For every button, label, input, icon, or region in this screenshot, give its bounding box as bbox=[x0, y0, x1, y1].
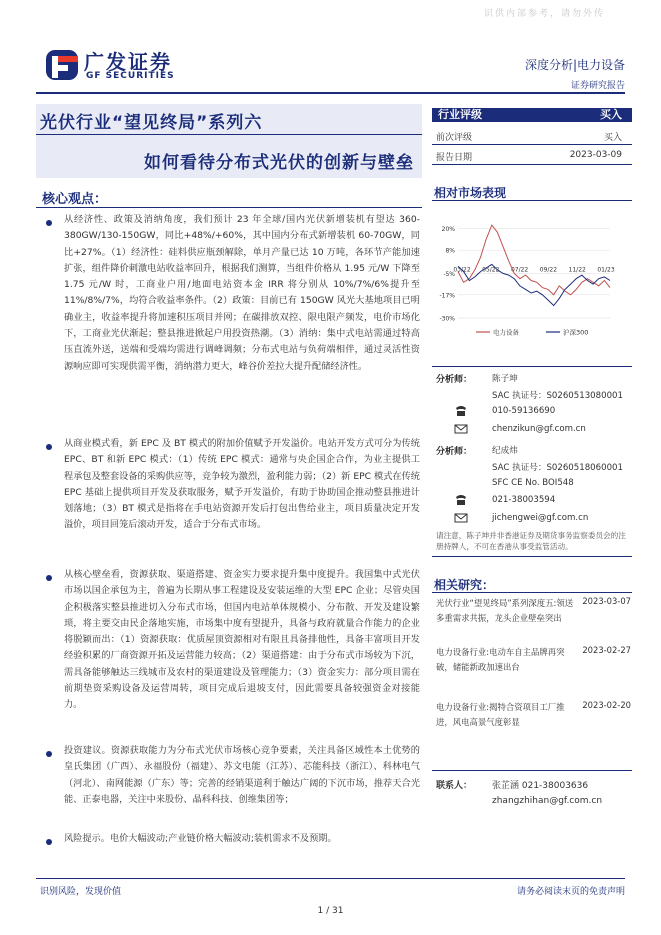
core-viewpoints-title: 核心观点： bbox=[42, 192, 108, 207]
phone-icon bbox=[454, 494, 468, 506]
related-item-1-date: 2023-03-07 bbox=[582, 596, 631, 606]
series-line-power-equipment bbox=[458, 225, 610, 295]
related-research-title: 相关研究： bbox=[434, 578, 495, 592]
legend-label: 电力设备 bbox=[493, 328, 519, 337]
bullet-icon bbox=[46, 839, 52, 845]
analyst-2-sac: SAC 执证号：S0260518060001 bbox=[492, 463, 623, 473]
related-item-3-date: 2023-02-20 bbox=[582, 700, 631, 710]
x-tick-label: 05/22 bbox=[482, 266, 500, 274]
x-tick-label: 01/23 bbox=[597, 266, 615, 274]
prev-rating-row bbox=[436, 130, 622, 143]
report-series-title: 光伏行业“望见终局”系列六 bbox=[40, 113, 263, 133]
analyst-1-sac: SAC 执证号：S0260513080001 bbox=[492, 391, 623, 401]
rating-divider bbox=[432, 144, 632, 145]
analyst-1-label: 分析师： bbox=[436, 375, 473, 385]
core-divider bbox=[36, 207, 422, 208]
related-item-1[interactable]: 光伏行业“望见终局”系列深度五:领送多重需求共振，龙头企业壁垒突出 bbox=[436, 598, 574, 623]
x-tick-label: 11/22 bbox=[568, 266, 586, 274]
y-tick-label: 20% bbox=[441, 226, 455, 234]
regulatory-note: 请注意，陈子坤并非香港证券及期货事务监察委员会的注册持牌人，不可在香港从事受监管活动。 bbox=[436, 531, 626, 551]
x-tick-label: 03/22 bbox=[453, 266, 471, 274]
related-item-2[interactable]: 电力设备行业:电动车自主品牌再突破，储能新政加速出台 bbox=[436, 647, 565, 672]
contact-label: 联系人： bbox=[436, 781, 473, 791]
gf-logo-icon bbox=[44, 48, 82, 82]
analyst-1-email[interactable]: chenzikun@gf.com.cn bbox=[492, 424, 586, 434]
email-icon bbox=[454, 512, 468, 524]
prev-rating-value: 买入 bbox=[603, 133, 622, 143]
analyst-1-name: 陈子坤 bbox=[492, 374, 518, 384]
analyst-1-phone: 010-59136690 bbox=[492, 406, 556, 416]
analyst-2-name: 纪成炜 bbox=[492, 446, 518, 456]
bullet-icon bbox=[46, 575, 52, 581]
note-divider bbox=[432, 556, 632, 557]
footer-disclaimer: 请务必阅读末页的免责声明 bbox=[516, 887, 625, 897]
report-category: 深度分析|电力设备 bbox=[524, 58, 625, 72]
analyst-2-phone: 021-38003594 bbox=[492, 495, 556, 505]
analyst-2-sfc: SFC CE No. BOI548 bbox=[492, 478, 574, 488]
rating-bar bbox=[432, 108, 632, 122]
bullet-icon bbox=[46, 220, 52, 226]
related-divider bbox=[432, 592, 632, 593]
brand-name-en: GF SECURITIES bbox=[86, 71, 175, 81]
title-band bbox=[36, 104, 422, 178]
header-divider bbox=[36, 92, 625, 94]
footer-divider bbox=[36, 878, 625, 879]
analyst-divider bbox=[432, 366, 632, 367]
performance-title: 相对市场表现 bbox=[434, 186, 507, 200]
x-tick-label: 09/22 bbox=[539, 266, 558, 274]
rating-label: 行业评级 bbox=[438, 108, 482, 121]
performance-divider bbox=[432, 200, 632, 201]
x-tick-label: 07/22 bbox=[510, 266, 529, 274]
report-date-row bbox=[436, 150, 622, 163]
core-paragraph-1: 从经济性、政策及消纳角度，我们预计 23 年全球/国内光伏新增装机有望达 360-380GW/130-150GW，同比+48%/+60%，其中国内分布式新增装机 60-70GW，同比+27%。（1）经济性：硅料供应瓶颈解除，单月产量已达 10 万吨，各环节产能加速扩张，组件降价刺激电站收益率回升，根据我们测算，当组件价格从 1.95 元/W 下降至 1.75 元/W 时，工商业户用/地面电站资本金 IRR 将分别从 10%/7%/6%提升至 11%/8%/7%，均符合收益率条件。（2）政策：目前已有 150GW 风光大基地项目已明确业主，收益率提升将加速积压项目并网；在碳排放双控、限电限产频发，电价市场化下，工商业光伏渐起；整县推进掀起户用投资热潮。（3）消纳：集中式电站需通过特高压直流外送，送端和受端均需进行调峰调频；分布式电站与负荷端相伴，通过灵活性资源响应即可实现供需平衡，消纳潜力更大，峰谷价差拉大提升配储经济性。 bbox=[64, 214, 420, 372]
bullet-icon bbox=[46, 444, 52, 450]
y-tick-label: -30% bbox=[439, 315, 455, 323]
analyst-2-email[interactable]: jichengwei@gf.com.cn bbox=[492, 513, 589, 523]
series-line-csi300 bbox=[458, 264, 610, 305]
core-paragraph-2: 从商业模式看，新 EPC 及 BT 模式的附加价值赋予开发溢价。电站开发方式可分为传统 EPC、BT 和新 EPC 模式：（1）传统 EPC 模式：通常与央企国企合作，为业主提供工程承包及整套设备的采购供应等，竞争较为激烈，盈利能力弱；（2）新 EPC 模式在传统 EPC 基础上提供项目开发及获取服务，赋予开发溢价，有助于协助国企推动整县推进计划落地；（3）BT 模式是指将在手电站资源开发后打包出售给业主，项目质量决定开发溢价，项目回笼后滚动开发，适合于分布式市场。 bbox=[64, 438, 420, 531]
analyst-2-label: 分析师： bbox=[436, 447, 473, 457]
page-number: 1 / 31 bbox=[317, 906, 344, 916]
rating-value: 买入 bbox=[600, 108, 622, 121]
contact-divider bbox=[432, 770, 632, 771]
watermark: 识供内部参考，请勿外传 bbox=[483, 9, 605, 19]
related-item-3[interactable]: 电力设备行业:揭特合资项目工厂推进，风电高景气度彰显 bbox=[436, 702, 565, 727]
core-paragraph-3: 从核心壁垒看，资源获取、渠道搭建、资金实力要求提升集中度提升。我国集中式光伏市场以国企承包为主，普遍为长期从事工程建设及安装运维的大型 EPC 企业；尽管央国企积极落实整县推进切入分布式市场，但国内电站单体规模小、分布散、开发及建设繁琐，将主要交由民企落地实施，市场集中度有望提升，具备与政府就量合作能力的企业将脱颖而出：（1）资源获取：优质屋顶资源相对有限且具备排他性，具备丰富项目开发经验积累的厂商资源开拓及运营能力较高；（2）渠道搭建：由于分布式市场较为下沉，需具备能够触达三线城市及农村的渠道建设及管理能力；（3）资金实力：部分项目需在前期垫资采购设备及运营周转，项目完成后退坡支付，因此需要具备较强资金对接能力。 bbox=[64, 569, 420, 711]
legend-label: 沪深300 bbox=[563, 328, 589, 337]
report-type: 证券研究报告 bbox=[570, 81, 625, 91]
core-paragraph-4: 投资建议。资源获取能力为分布式光伏市场核心竞争要素，关注具备区域性本土优势的皇氏集团（广西）、永福股份（福建）、苏文电能（江苏）、芯能科技（浙江）、科林电气（河北）、南网能源（广东）等；完善的经销渠道利于触达广阔的下沉市场，推荐天合光能、正泰电器，关注中来股份、晶科科技、创维集团等； bbox=[64, 745, 420, 805]
bullet-icon bbox=[46, 751, 52, 757]
performance-chart bbox=[432, 212, 632, 342]
report-title: 如何看待分布式光伏的创新与壁垒 bbox=[144, 153, 414, 173]
rating-divider bbox=[432, 164, 632, 165]
footer-slogan: 识别风险，发现价值 bbox=[40, 887, 122, 897]
related-item-2-date: 2023-02-27 bbox=[582, 645, 631, 655]
contact-email[interactable]: zhangzhihan@gf.com.cn bbox=[492, 796, 603, 806]
report-date-value: 2023-03-09 bbox=[569, 150, 622, 160]
prev-rating-label: 前次评级 bbox=[436, 133, 473, 143]
title-divider bbox=[36, 134, 422, 135]
y-tick-label: 8% bbox=[445, 247, 455, 255]
core-paragraph-5: 风险提示。电价大幅波动;产业链价格大幅波动;装机需求不及预期。 bbox=[64, 833, 337, 844]
email-icon bbox=[454, 423, 468, 435]
contact-name-phone: 张芷涵 021-38003636 bbox=[492, 781, 589, 791]
phone-icon bbox=[454, 405, 468, 417]
y-tick-label: -5% bbox=[443, 270, 455, 278]
y-tick-label: -17% bbox=[439, 292, 455, 300]
brand-name: 广发证券 bbox=[84, 50, 172, 74]
report-date-label: 报告日期 bbox=[436, 153, 473, 163]
